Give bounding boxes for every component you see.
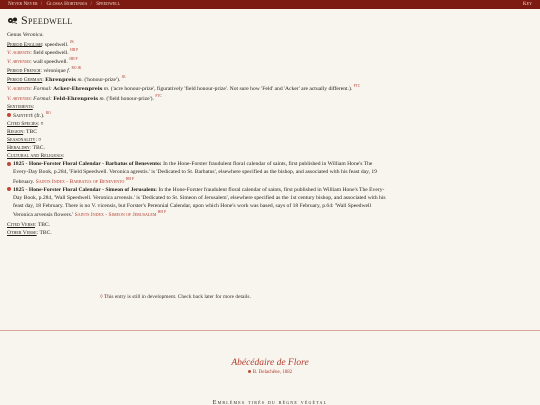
bullet-icon [248, 370, 251, 373]
cultural-entry-barbatus: 1825 - Hone-Forster Floral Calendar - Barbatus of Benevento: In the Hone-Forster fraudulent floral calendar of saints, first published in William Hone's The Every-Day Book, p.284, 'Field Speedwell. Veronica agrestis.' is 'Dedicated to St. Barbatus', elsewhere specified as the bishop, and associated with his feast day, 19 February. Saints Index - Barbatus of Benevento $^{HH P}$ [7, 160, 387, 185]
breadcrumb-separator: / [40, 1, 43, 7]
breadcrumb [8, 0, 123, 9]
saints-index-link[interactable]: Saints Index - Barbatus of Benevento [35, 178, 125, 185]
top-nav-bar [0, 0, 540, 9]
key-link[interactable]: Key [522, 1, 532, 7]
v-agrestis-row: V. agrestis: field speedwell. $^{HH P}$ [7, 48, 79, 57]
ref-link[interactable]: JK [69, 39, 74, 44]
breadcrumb-glossa-hortensia[interactable]: Glossa Hortensia [46, 1, 88, 7]
ref-link[interactable]: RO JK [71, 66, 82, 71]
footer-subtitle: Emblèmes tirés du règne végétal [212, 400, 328, 405]
entry-content [7, 12, 387, 237]
region-row: Region: TBC [7, 128, 37, 135]
genus-row: Genus Veronica. [7, 32, 44, 39]
development-note: ◊ This entry is still in development. Check back later for more details. [100, 294, 251, 300]
german-arvensis-row: V. arvensis: Formal: Feld-Ehrenpreis m. ('field honour-prize'). $^{FTC}$ [7, 93, 162, 102]
period-english-row: Period English: speedwell. $^{JK}$ [7, 39, 74, 48]
info-icon: ◊ [100, 294, 103, 300]
ref-link[interactable]: JK [121, 75, 126, 80]
cultural-entry-simeon: 1825 - Hone-Forster Floral Calendar - Simeon of Jerusalem: In the Hone-Forster fraudulent floral calendar of saints, first published in William Hone's The Every-Day Book, p.284, 'Wall Speedwell. Veronica arvensis.' is 'Dedicated to St. Simeon of Jerusalem', elsewhere specified as the 1st century bishop, and associated with his feast day, 18 February. There is no V. vicensis, but Forster's Perennial Calendar, upon which Hone's work was based, says of 18 February, p.64: 'Wall Speedwell Veronica arvensis flowers.' Saints Index - Simeon of Jerusalem $^{HH P}$ [7, 186, 387, 219]
breadcrumb-never-never[interactable]: Never Never [8, 1, 38, 7]
page-title: Speedwell [21, 13, 73, 27]
ref-link[interactable]: HH P [69, 57, 78, 62]
v-arvensis-row: V. arvensis: wall speedwell. $^{HH P}$ [7, 57, 78, 66]
ref-link[interactable]: HH P [157, 209, 166, 214]
footer-credit: B. Delachêne, 1882 [0, 369, 540, 376]
cited-verse-row: Cited Verse: TBC. [7, 221, 51, 228]
period-german-row: Period German: Ehrenpreis m. ('honour-prize'). $^{JK}$ [7, 75, 126, 84]
bullet-icon [7, 187, 11, 191]
breadcrumb-separator: / [90, 1, 92, 7]
other-verse-row: Other Verse: TBC. [7, 229, 52, 236]
ref-link[interactable]: FTC [155, 93, 162, 98]
ref-link[interactable]: HH P [125, 176, 134, 181]
bullet-icon [7, 113, 11, 117]
ref-link[interactable]: FTC [353, 84, 361, 89]
saintete-row: Sainteté (fr.). $^{RO}$ [7, 111, 387, 120]
page-title-row [7, 12, 387, 29]
ref-link[interactable]: HH P [70, 48, 79, 53]
heraldry-row: Heraldry: TBC. [7, 145, 45, 152]
german-agrestis-row: V. agrestis: Formal: Acker-Ehrenpreis m. ('acre honour-prize', figuratively 'field honour-prize'. Not sure how 'Feld' and 'Acker' are actually different.). $^{FTC}$ [7, 84, 361, 93]
footer-title: Abécédaire de Flore [231, 358, 309, 368]
bullet-icon [7, 162, 11, 166]
cited-species-row: Cited Species: ¤ [7, 120, 44, 127]
period-french-row: Period French: véronique f. $^{RO JK}$ [7, 66, 82, 75]
footer-divider [0, 330, 540, 331]
flower-logo-icon [7, 16, 18, 25]
ref-link[interactable]: RO [45, 110, 51, 115]
seasonality-row: Seasonality: ¤ [7, 137, 42, 143]
saints-index-link[interactable]: Saints Index - Simeon of Jerusalem [74, 211, 157, 218]
sentiments-heading: Sentiments: [7, 103, 35, 110]
cultural-heading: Cultural and Religious: [7, 153, 65, 160]
breadcrumb-current: Speedwell [96, 1, 121, 7]
